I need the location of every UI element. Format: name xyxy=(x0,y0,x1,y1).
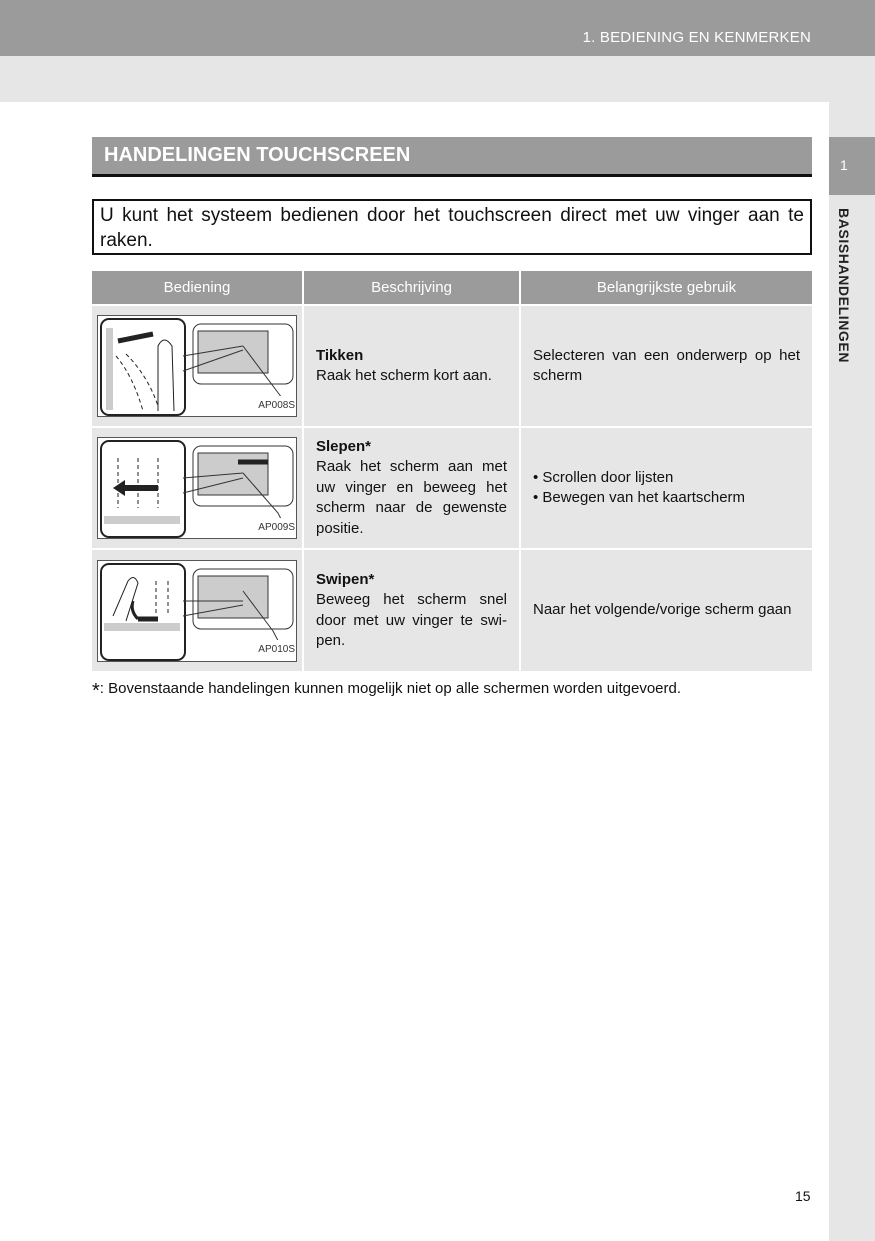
drag-illustration xyxy=(97,437,297,539)
operation-name: Swipen* xyxy=(316,570,375,588)
column-header: Bediening xyxy=(92,271,303,305)
top-bar xyxy=(0,0,875,56)
chapter-title: BASISHANDELINGEN xyxy=(836,208,852,364)
operation-description: Raak het scherm kort aan. xyxy=(316,367,492,384)
page-number: 15 xyxy=(795,1188,811,1204)
footnote-mark: * xyxy=(92,680,100,702)
usage-text: Naar het volgende/vorige scherm gaan xyxy=(533,601,792,619)
table-row xyxy=(92,427,812,549)
header-band xyxy=(0,56,875,102)
usage-item: • Bewegen van het kaartscherm xyxy=(533,488,800,509)
tap-illustration xyxy=(97,315,297,417)
page-title: HANDELINGEN TOUCHSCREEN xyxy=(92,137,812,177)
operation-name: Tikken xyxy=(316,346,364,364)
chapter-tab: 1 xyxy=(829,137,875,195)
intro-text: U kunt het systeem bedienen door het touchscreen direct met uw vinger aan te raken. xyxy=(92,199,812,255)
operation-description: Beweeg het scherm snel door met uw vinger te swi-pen. xyxy=(316,591,507,649)
column-header: Belangrijkste gebruik xyxy=(520,271,812,305)
usage-text: Selecteren van een onderwerp op het scherm xyxy=(533,346,800,384)
image-code: AP010S xyxy=(258,640,295,661)
footnote xyxy=(92,680,681,703)
operation-name: Slepen* xyxy=(316,437,372,455)
section-title: 1. BEDIENING EN KENMERKEN xyxy=(582,29,811,46)
usage-list xyxy=(533,468,800,509)
table-row xyxy=(92,549,812,671)
image-code: AP008S xyxy=(258,396,295,417)
footnote-text: : Bovenstaande handelingen kunnen mogelijk niet op alle schermen worden uitgevoerd. xyxy=(99,680,682,697)
table-row xyxy=(92,305,812,427)
operations-table xyxy=(92,271,812,671)
image-code: AP009S xyxy=(258,518,295,539)
table-header xyxy=(92,271,812,305)
operation-description: Raak het scherm aan met uw vinger en beweeg het scherm naar de gewenste positie. xyxy=(316,458,507,537)
swipe-illustration xyxy=(97,560,297,662)
column-header: Beschrijving xyxy=(303,271,520,305)
usage-item: • Scrollen door lijsten xyxy=(533,468,800,489)
